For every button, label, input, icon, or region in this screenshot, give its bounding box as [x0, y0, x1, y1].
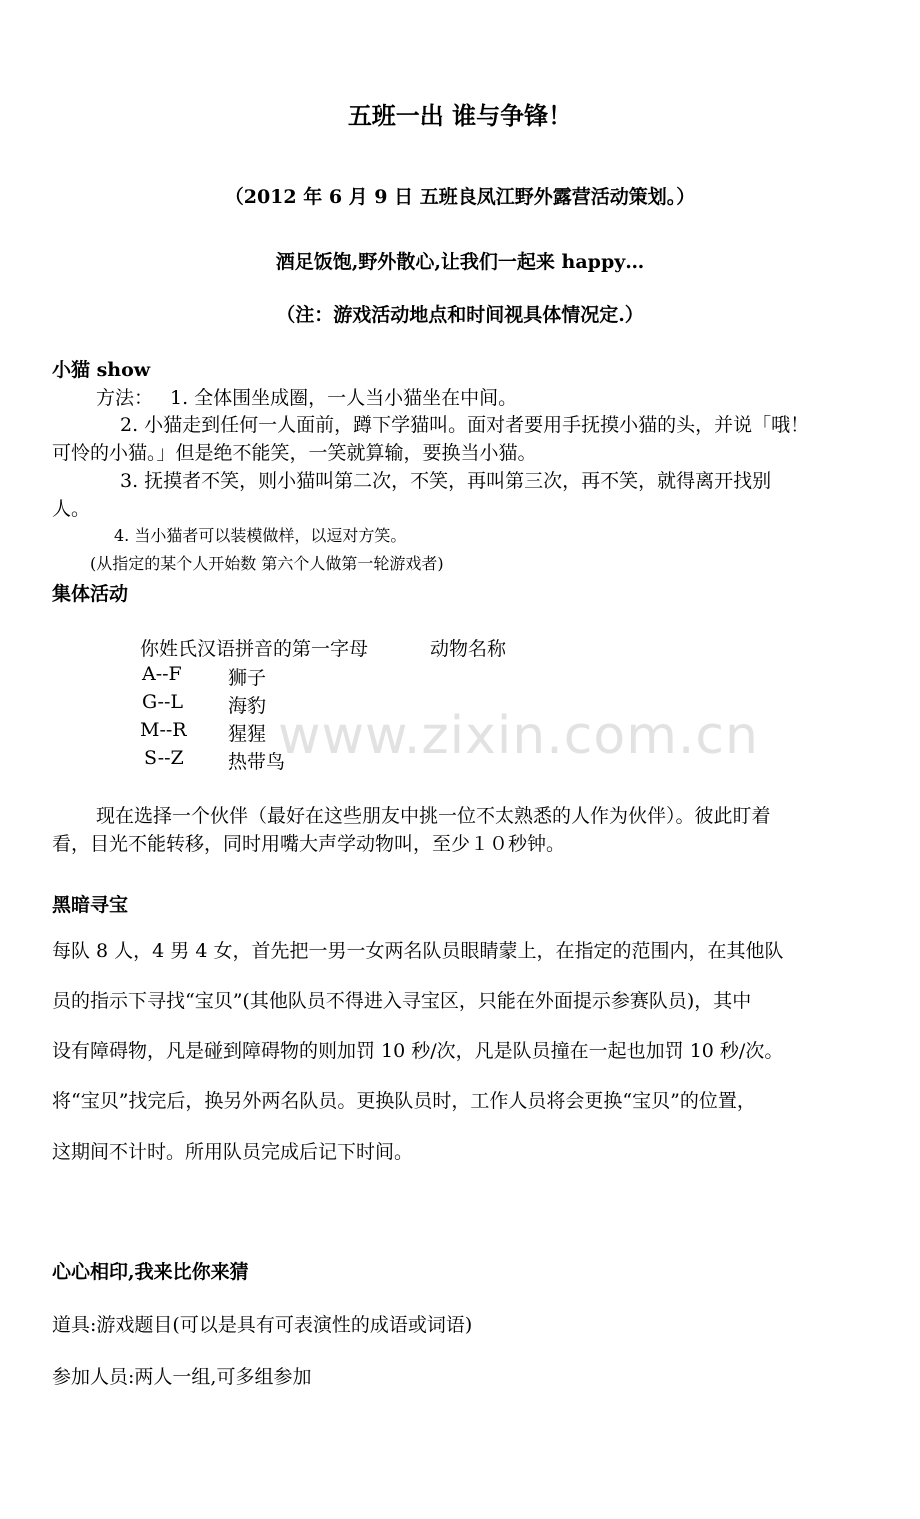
location-note: （注：游戏活动地点和时间视具体情况定.）	[276, 304, 644, 326]
table-row-animal: 狮子	[228, 667, 267, 689]
treasure-line4: 将“宝贝”找完后，换另外两名队员。更换队员时，工作人员将会更换“宝贝”的位置，	[52, 1090, 756, 1112]
section-heading-guess: 心心相印,我来比你来猜	[52, 1261, 249, 1283]
cat-step-2-line2: 可怜的小猫。」但是绝不能笑，一笑就算输，要换当小猫。	[52, 442, 537, 464]
page-title: 五班一出 谁与争锋！	[347, 101, 573, 130]
treasure-line1: 每队 8 人，4 男 4 女，首先把一男一女两名队员眼睛蒙上，在指定的范围内，在其他队	[52, 940, 784, 962]
cat-step-3-line2: 人。	[52, 498, 91, 520]
table-row-range: M--R	[140, 719, 187, 741]
table-row-range: S--Z	[144, 747, 184, 769]
section-heading-treasure: 黑暗寻宝	[52, 894, 129, 916]
table-row-range: G--L	[142, 691, 183, 713]
table-header-letter: 你姓氏汉语拼音的第一字母	[140, 638, 369, 660]
page-subtitle: （2012 年 6 月 9 日 五班良凤江野外露营活动策划。）	[224, 186, 696, 208]
table-row-animal: 热带鸟	[228, 751, 286, 773]
cat-note: (从指定的某个人开始数 第六个人做第一轮游戏者)	[90, 554, 444, 573]
cat-step-2-line1: 2. 小猫走到任何一人面前，蹲下学猫叫。面对者要用手抚摸小猫的头，并说「哦！	[120, 414, 810, 436]
tagline: 酒足饭饱,野外散心,让我们一起来 happy…	[275, 251, 645, 273]
cat-step-4: 4. 当小猫者可以装模做样，以逗对方笑。	[114, 526, 407, 545]
guess-props: 道具:游戏题目(可以是具有可表演性的成语或词语)	[52, 1314, 473, 1336]
table-header-animal: 动物名称	[430, 638, 507, 660]
cat-step-1: 1. 全体围坐成圈，一人当小猫坐在中间。	[170, 387, 518, 409]
method-label: 方法：	[96, 387, 154, 409]
table-row-animal: 猩猩	[228, 723, 267, 745]
section-heading-group: 集体活动	[52, 583, 129, 605]
watermark: www.zixin.com.cn	[278, 706, 759, 766]
table-row-animal: 海豹	[228, 695, 267, 717]
table-row-range: A--F	[142, 663, 182, 685]
treasure-line5: 这期间不计时。所用队员完成后记下时间。	[52, 1141, 414, 1163]
cat-step-3-line1: 3. 抚摸者不笑，则小猫叫第二次，不笑，再叫第三次，再不笑，就得离开找别	[120, 470, 772, 492]
guess-participants: 参加人员:两人一组,可多组参加	[52, 1366, 312, 1388]
section-heading-cat: 小猫 show	[52, 359, 151, 381]
treasure-line2: 员的指示下寻找“宝贝”(其他队员不得进入寻宝区，只能在外面提示参赛队员)，其中	[52, 990, 752, 1012]
group-paragraph-line2: 看，目光不能转移，同时用嘴大声学动物叫，至少１０秒钟。	[52, 833, 566, 855]
treasure-line3: 设有障碍物，凡是碰到障碍物的则加罚 10 秒/次，凡是队员撞在一起也加罚 10 秒/次。	[52, 1040, 784, 1062]
group-paragraph-line1: 现在选择一个伙伴（最好在这些朋友中挑一位不太熟悉的人作为伙伴）。彼此盯着	[96, 805, 771, 827]
